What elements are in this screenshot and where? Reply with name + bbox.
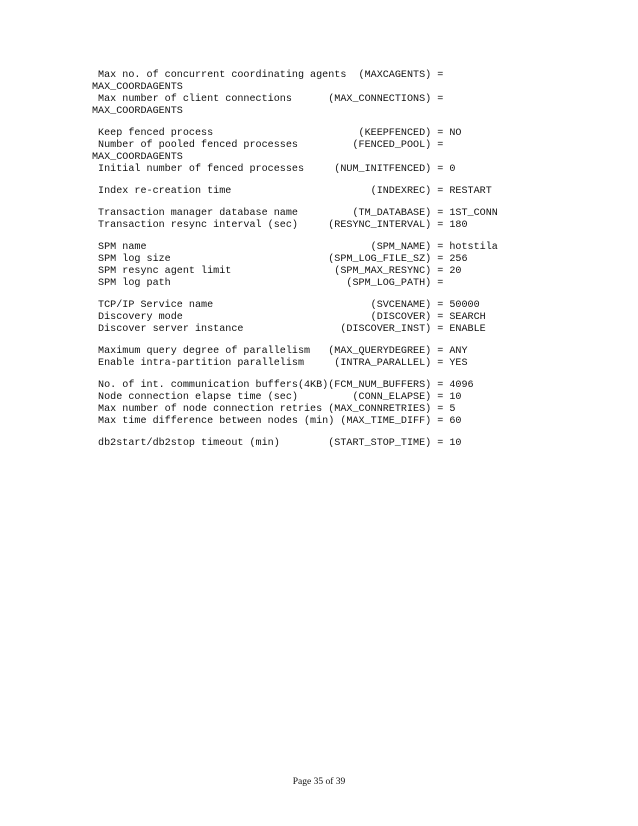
config-line: Discovery mode (DISCOVER) = SEARCH xyxy=(92,312,486,323)
config-line: Keep fenced process (KEEPFENCED) = NO xyxy=(92,128,462,139)
blank-line xyxy=(92,198,628,208)
config-line: SPM name (SPM_NAME) = hotstila xyxy=(92,242,498,253)
config-line: db2start/db2stop timeout (min) (START_STOP_TIME) = 10 xyxy=(92,438,462,449)
config-line: SPM log size (SPM_LOG_FILE_SZ) = 256 xyxy=(92,254,468,265)
config-line: Transaction resync interval (sec) (RESYNC_INTERVAL) = 180 xyxy=(92,220,468,231)
blank-line xyxy=(92,118,628,128)
blank-line xyxy=(92,176,628,186)
blank-line xyxy=(92,336,628,346)
config-line: Max time difference between nodes (min) (MAX_TIME_DIFF) = 60 xyxy=(92,416,462,427)
config-line: Index re-creation time (INDEXREC) = RESTART xyxy=(92,186,492,197)
config-line: Enable intra-partition parallelism (INTRA_PARALLEL) = YES xyxy=(92,358,468,369)
blank-line xyxy=(92,290,628,300)
config-line: Number of pooled fenced processes (FENCED_POOL) = xyxy=(92,140,444,151)
blank-line xyxy=(92,370,628,380)
config-line: Max number of client connections (MAX_CONNECTIONS) = xyxy=(92,94,444,105)
config-line: MAX_COORDAGENTS xyxy=(92,82,183,93)
config-line: MAX_COORDAGENTS xyxy=(92,152,183,163)
config-line: Node connection elapse time (sec) (CONN_ELAPSE) = 10 xyxy=(92,392,462,403)
blank-line xyxy=(92,232,628,242)
config-line: Maximum query degree of parallelism (MAX_QUERYDEGREE) = ANY xyxy=(92,346,468,357)
config-line: Max no. of concurrent coordinating agents (MAXCAGENTS) = xyxy=(92,70,444,81)
config-line: Discover server instance (DISCOVER_INST) = ENABLE xyxy=(92,324,486,335)
page-footer: Page 35 of 39 xyxy=(292,777,346,787)
config-line: Transaction manager database name (TM_DATABASE) = 1ST_CONN xyxy=(92,208,498,219)
config-line: SPM log path (SPM_LOG_PATH) = xyxy=(92,278,444,289)
config-line: Max number of node connection retries (MAX_CONNRETRIES) = 5 xyxy=(92,404,456,415)
blank-line xyxy=(92,428,628,438)
config-line: MAX_COORDAGENTS xyxy=(92,106,183,117)
config-line: SPM resync agent limit (SPM_MAX_RESYNC) = 20 xyxy=(92,266,462,277)
config-listing xyxy=(92,70,628,450)
config-line: TCP/IP Service name (SVCENAME) = 50000 xyxy=(92,300,480,311)
config-line: Initial number of fenced processes (NUM_INITFENCED) = 0 xyxy=(92,164,456,175)
config-line: No. of int. communication buffers(4KB)(FCM_NUM_BUFFERS) = 4096 xyxy=(92,380,474,391)
